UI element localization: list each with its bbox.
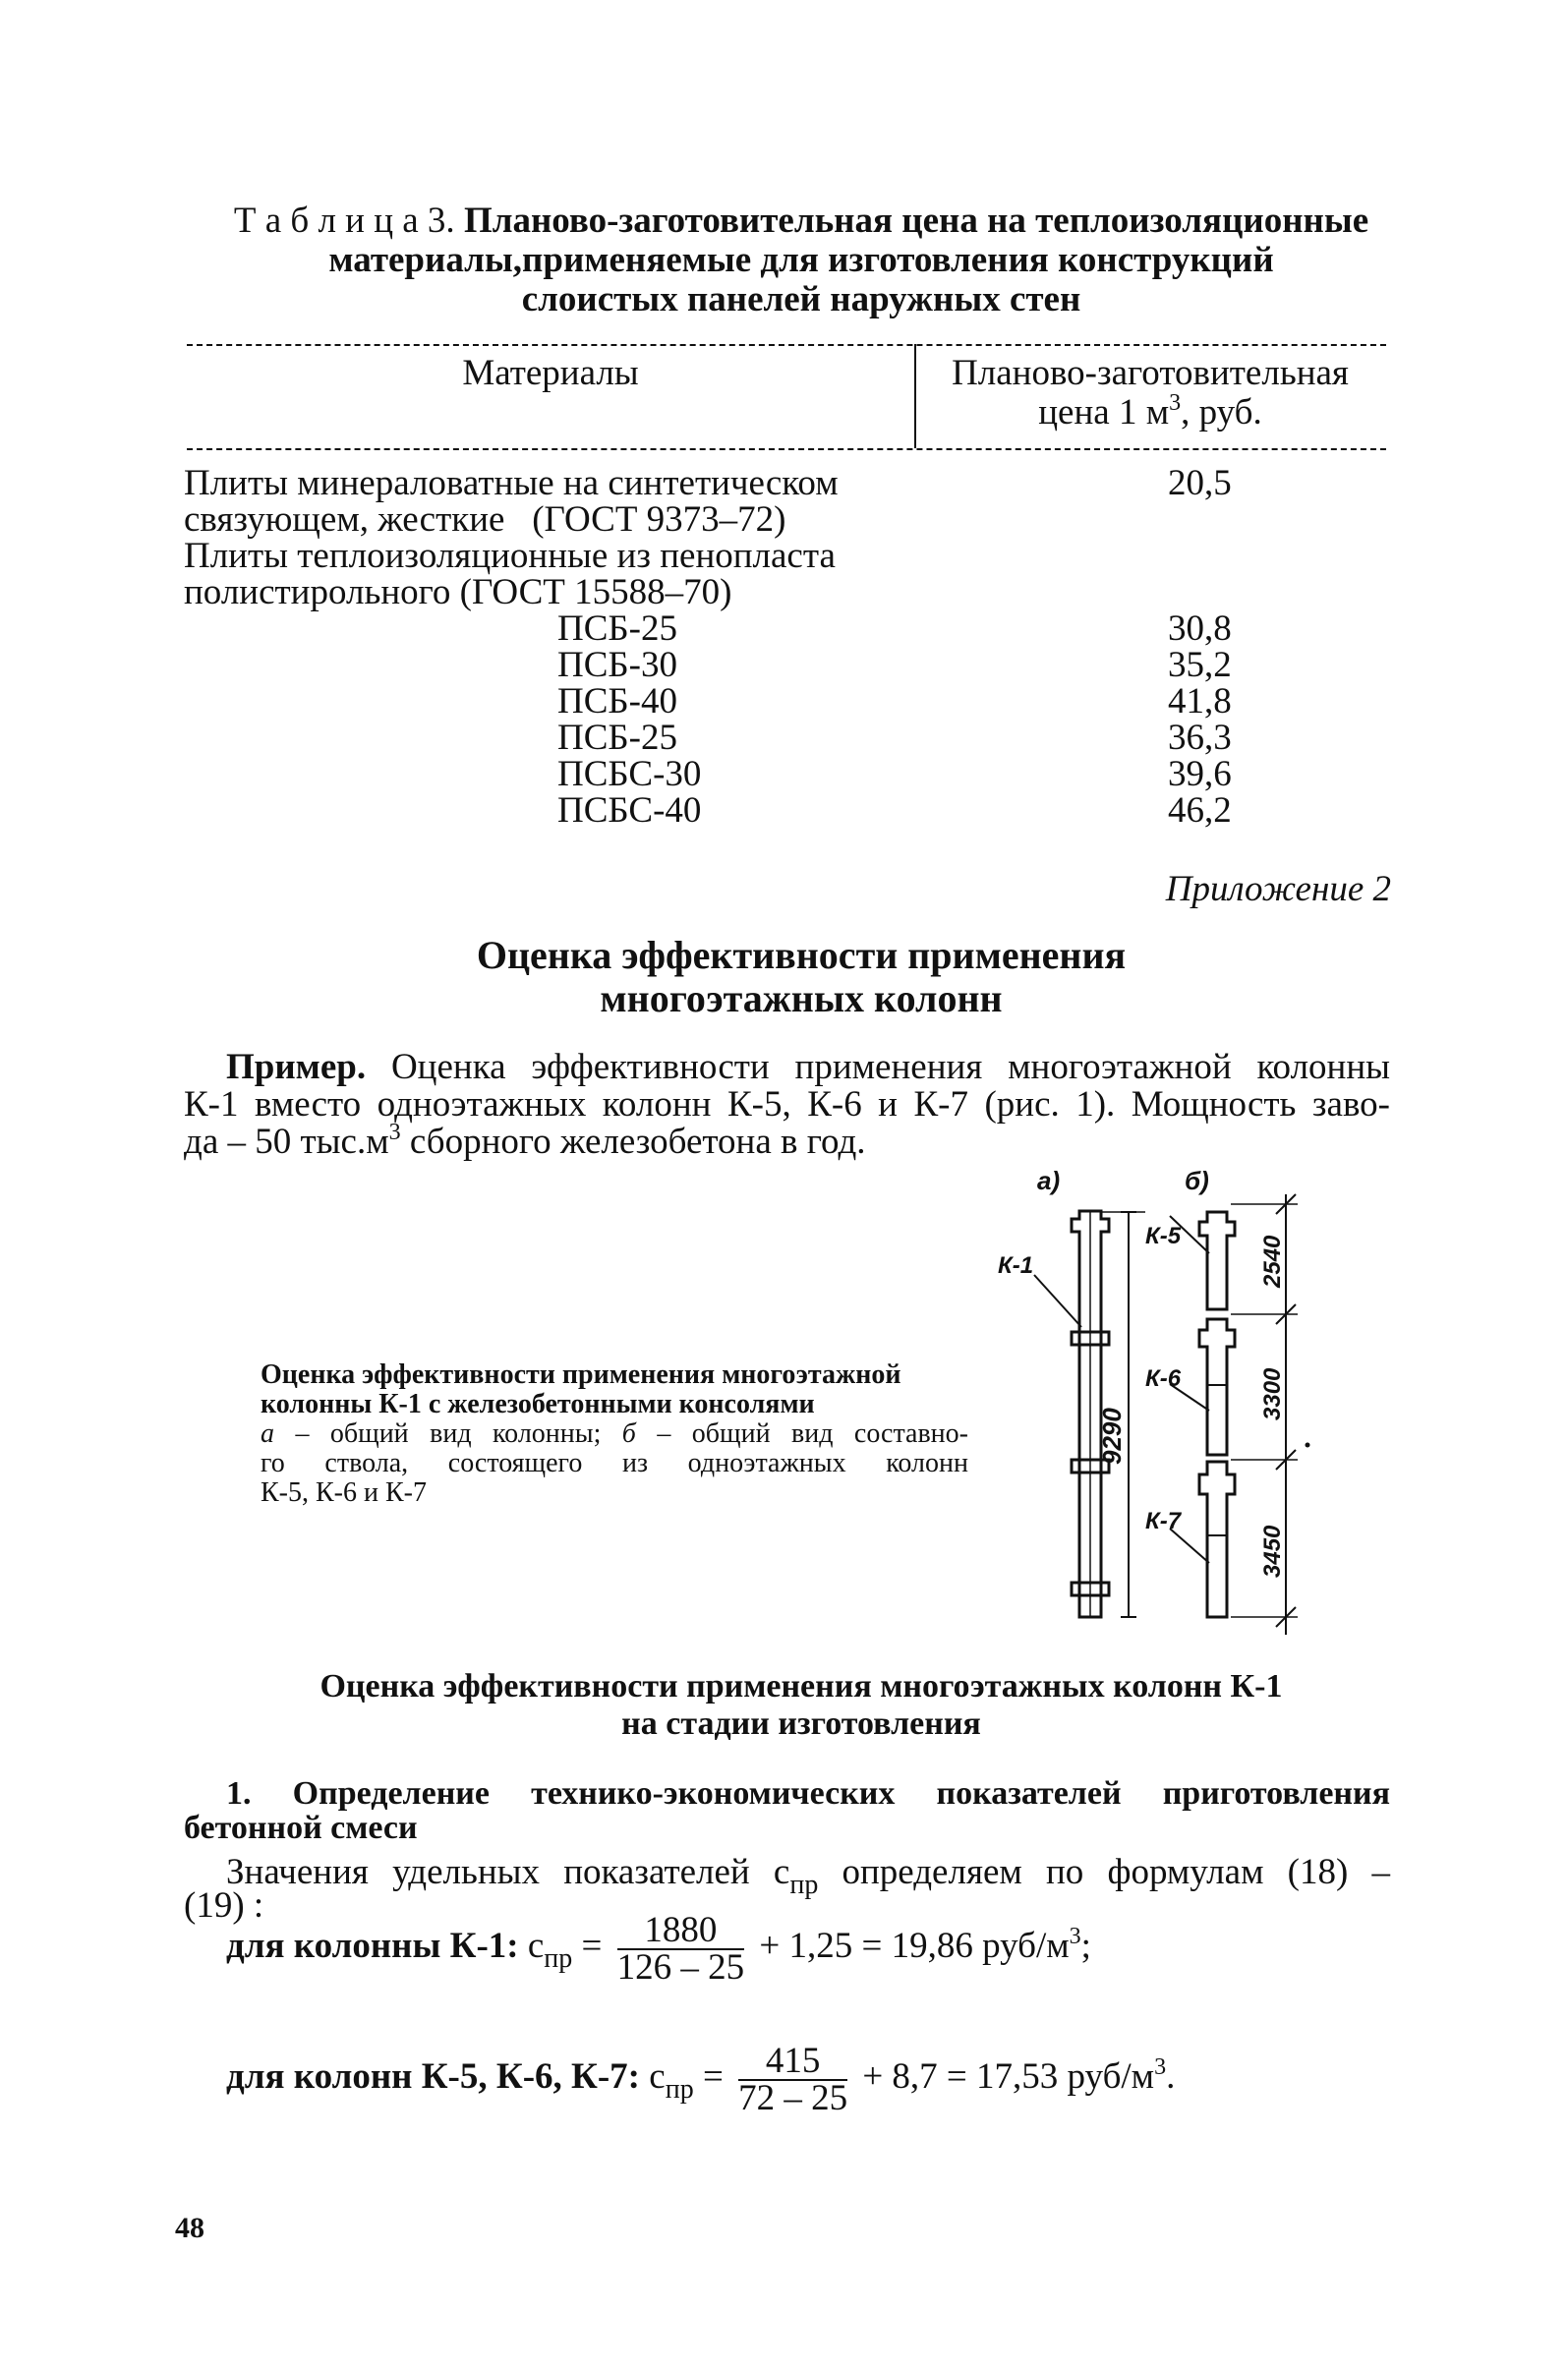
step1-sub: пр — [789, 1870, 819, 1900]
section-title-line1: Оценка эффективности применения — [476, 933, 1127, 977]
table-caption-title-line2: материалы,применяемые для изготовления конструкций — [328, 240, 1274, 280]
appendix-label: Приложение 2 — [1165, 869, 1391, 909]
price-unit-text: цена 1 м — [1038, 392, 1170, 433]
price-unit-tail: , руб. — [1181, 392, 1262, 433]
figure-caption-line3 — [261, 1418, 968, 1450]
table-row-name: связующем, жесткие (ГОСТ 9373–72) — [184, 499, 786, 540]
caption-a-text: – общий вид колонны; — [274, 1418, 622, 1449]
column-k7-outline — [1199, 1462, 1235, 1617]
formula2-eq: = — [693, 2056, 733, 2097]
step1-text-b: определяем по формулам (18) – — [818, 1852, 1390, 1892]
formula1-denominator: 126 – 25 — [616, 1946, 745, 1988]
table-row-price: 46,2 — [1168, 790, 1232, 831]
step1-text-line2: (19) : — [184, 1885, 264, 1926]
formula-k5-k6-k7 — [226, 2038, 1175, 2119]
table-row-price: 20,5 — [1168, 463, 1232, 503]
formula1-tail: ; — [1080, 1926, 1091, 1966]
table-row-price: 36,3 — [1168, 718, 1232, 758]
column-k5-outline — [1199, 1212, 1235, 1309]
formula2-denominator: 72 – 25 — [738, 2077, 848, 2118]
table-row-price: 41,8 — [1168, 681, 1232, 722]
formula1-sup: 3 — [1069, 1924, 1081, 1949]
example-text-1: Оценка эффективности применения многоэтажной колонны — [366, 1047, 1390, 1087]
step1-text-a: Значения удельных показателей c — [226, 1852, 790, 1892]
table-row-price: 35,2 — [1168, 645, 1232, 685]
price-unit-sup: 3 — [1169, 390, 1182, 416]
figure-label-k5: К-5 — [1145, 1223, 1182, 1249]
table-row-name: ПСБ-30 — [557, 645, 677, 685]
step1-heading-line1: 1. Определение технико-экономических показателей приготовления — [226, 1775, 1390, 1812]
formula2-prefix: для колонн К-5, К-6, К-7: — [226, 2056, 641, 2097]
table-caption — [226, 202, 1376, 241]
subsection-title-line1: Оценка эффективности применения многоэтажных колонн К-1 — [319, 1668, 1283, 1705]
formula2-tail: . — [1166, 2056, 1176, 2097]
formula2-numerator: 415 — [738, 2044, 847, 2081]
formula2-sup: 3 — [1154, 2054, 1167, 2080]
formula-k1 — [226, 1907, 1091, 1989]
example-line3 — [184, 1120, 866, 1162]
example-line2: К-1 вместо одноэтажных колонн К-5, К-6 и К-7 (рис. 1). Мощность заво- — [184, 1084, 1390, 1125]
page-number: 48 — [175, 2212, 204, 2244]
table-caption-title-line1: Планово-заготовительная цена на теплоизоляционные — [463, 201, 1369, 241]
section-title-line2: многоэтажных колонн — [600, 976, 1003, 1020]
step1-heading-line2: бетонной смеси — [184, 1810, 418, 1846]
formula1-var: c — [518, 1926, 545, 1966]
table-row-name: ПСБС-30 — [557, 754, 702, 794]
dim-k6-3300: 3300 — [1259, 1367, 1286, 1420]
figure-label-k1: К-1 — [998, 1252, 1034, 1279]
column-k6-outline — [1199, 1319, 1235, 1455]
figure-label-k7: К-7 — [1145, 1508, 1182, 1534]
table-header-price-line1: Планово-заготовительная — [952, 353, 1349, 393]
table-row-name: ПСБ-25 — [557, 718, 677, 758]
formula1-eq: = — [572, 1926, 611, 1966]
formula2-fraction — [738, 2040, 848, 2118]
formula2-var: c — [640, 2056, 666, 2097]
table-header-materials: Материалы — [462, 353, 639, 393]
table-row-name: Плиты теплоизоляционные из пенопласта — [184, 536, 836, 576]
table-header-price-line2 — [914, 390, 1386, 433]
table-row-price: 39,6 — [1168, 754, 1232, 794]
dim-total-9290: 9290 — [1097, 1408, 1127, 1465]
dim-k7-3450: 3450 — [1259, 1525, 1286, 1578]
caption-b-letter: б — [621, 1418, 636, 1449]
step1-text-line1 — [226, 1852, 1390, 1900]
table-row-price: 30,8 — [1168, 608, 1232, 649]
formula1-prefix: для колонны К-1: — [226, 1926, 519, 1966]
formula2-sub: пр — [665, 2074, 694, 2105]
column-figure — [973, 1165, 1327, 1642]
table-caption-title-line3: слоистых панелей наружных стен — [521, 279, 1081, 319]
figure-label-a: а) — [1037, 1166, 1061, 1195]
table-row-name: ПСБС-40 — [557, 790, 702, 831]
example-lead: Пример. — [226, 1047, 367, 1087]
table-caption-prefix: Т а б л и ц а 3. — [233, 201, 455, 241]
example-sup: 3 — [388, 1120, 401, 1145]
table-header-rule — [187, 448, 1386, 450]
formula1-sub: пр — [544, 1943, 573, 1974]
example-text-3a: да – 50 тыс.м — [184, 1122, 389, 1162]
figure-caption-line4: го ствола, состоящего из одноэтажных колонн — [261, 1448, 968, 1478]
table-row-name: полистирольного (ГОСТ 15588–70) — [184, 572, 732, 612]
formula2-rest: + 8,7 = 17,53 руб/м — [853, 2056, 1155, 2097]
example-text-3b: сборного железобетона в год. — [400, 1122, 866, 1162]
subsection-title-line2: на стадии изготовления — [621, 1705, 981, 1742]
table-row-name: Плиты минераловатные на синтетическом — [184, 463, 839, 503]
dim-k5-2540: 2540 — [1259, 1235, 1286, 1288]
figure-caption-bold-1: Оценка эффективности применения многоэтажной — [261, 1359, 901, 1390]
figure-label-k6: К-6 — [1145, 1365, 1182, 1392]
figure-caption-bold-2: колонны К-1 с железобетонными консолями — [261, 1389, 815, 1419]
table-top-rule — [187, 344, 1386, 346]
figure-caption-line5: К-5, К-6 и К-7 — [261, 1477, 427, 1508]
figure-label-b: б) — [1185, 1166, 1209, 1195]
formula1-rest: + 1,25 = 19,86 руб/м — [750, 1926, 1070, 1966]
formula1-fraction — [616, 1909, 745, 1988]
table-row-name: ПСБ-40 — [557, 681, 677, 722]
caption-a-letter: а — [261, 1418, 274, 1449]
example-line1 — [226, 1048, 1390, 1087]
table-row-name: ПСБ-25 — [557, 608, 677, 649]
caption-b-text: – общий вид составно- — [635, 1418, 968, 1449]
formula1-numerator: 1880 — [617, 1913, 745, 1950]
